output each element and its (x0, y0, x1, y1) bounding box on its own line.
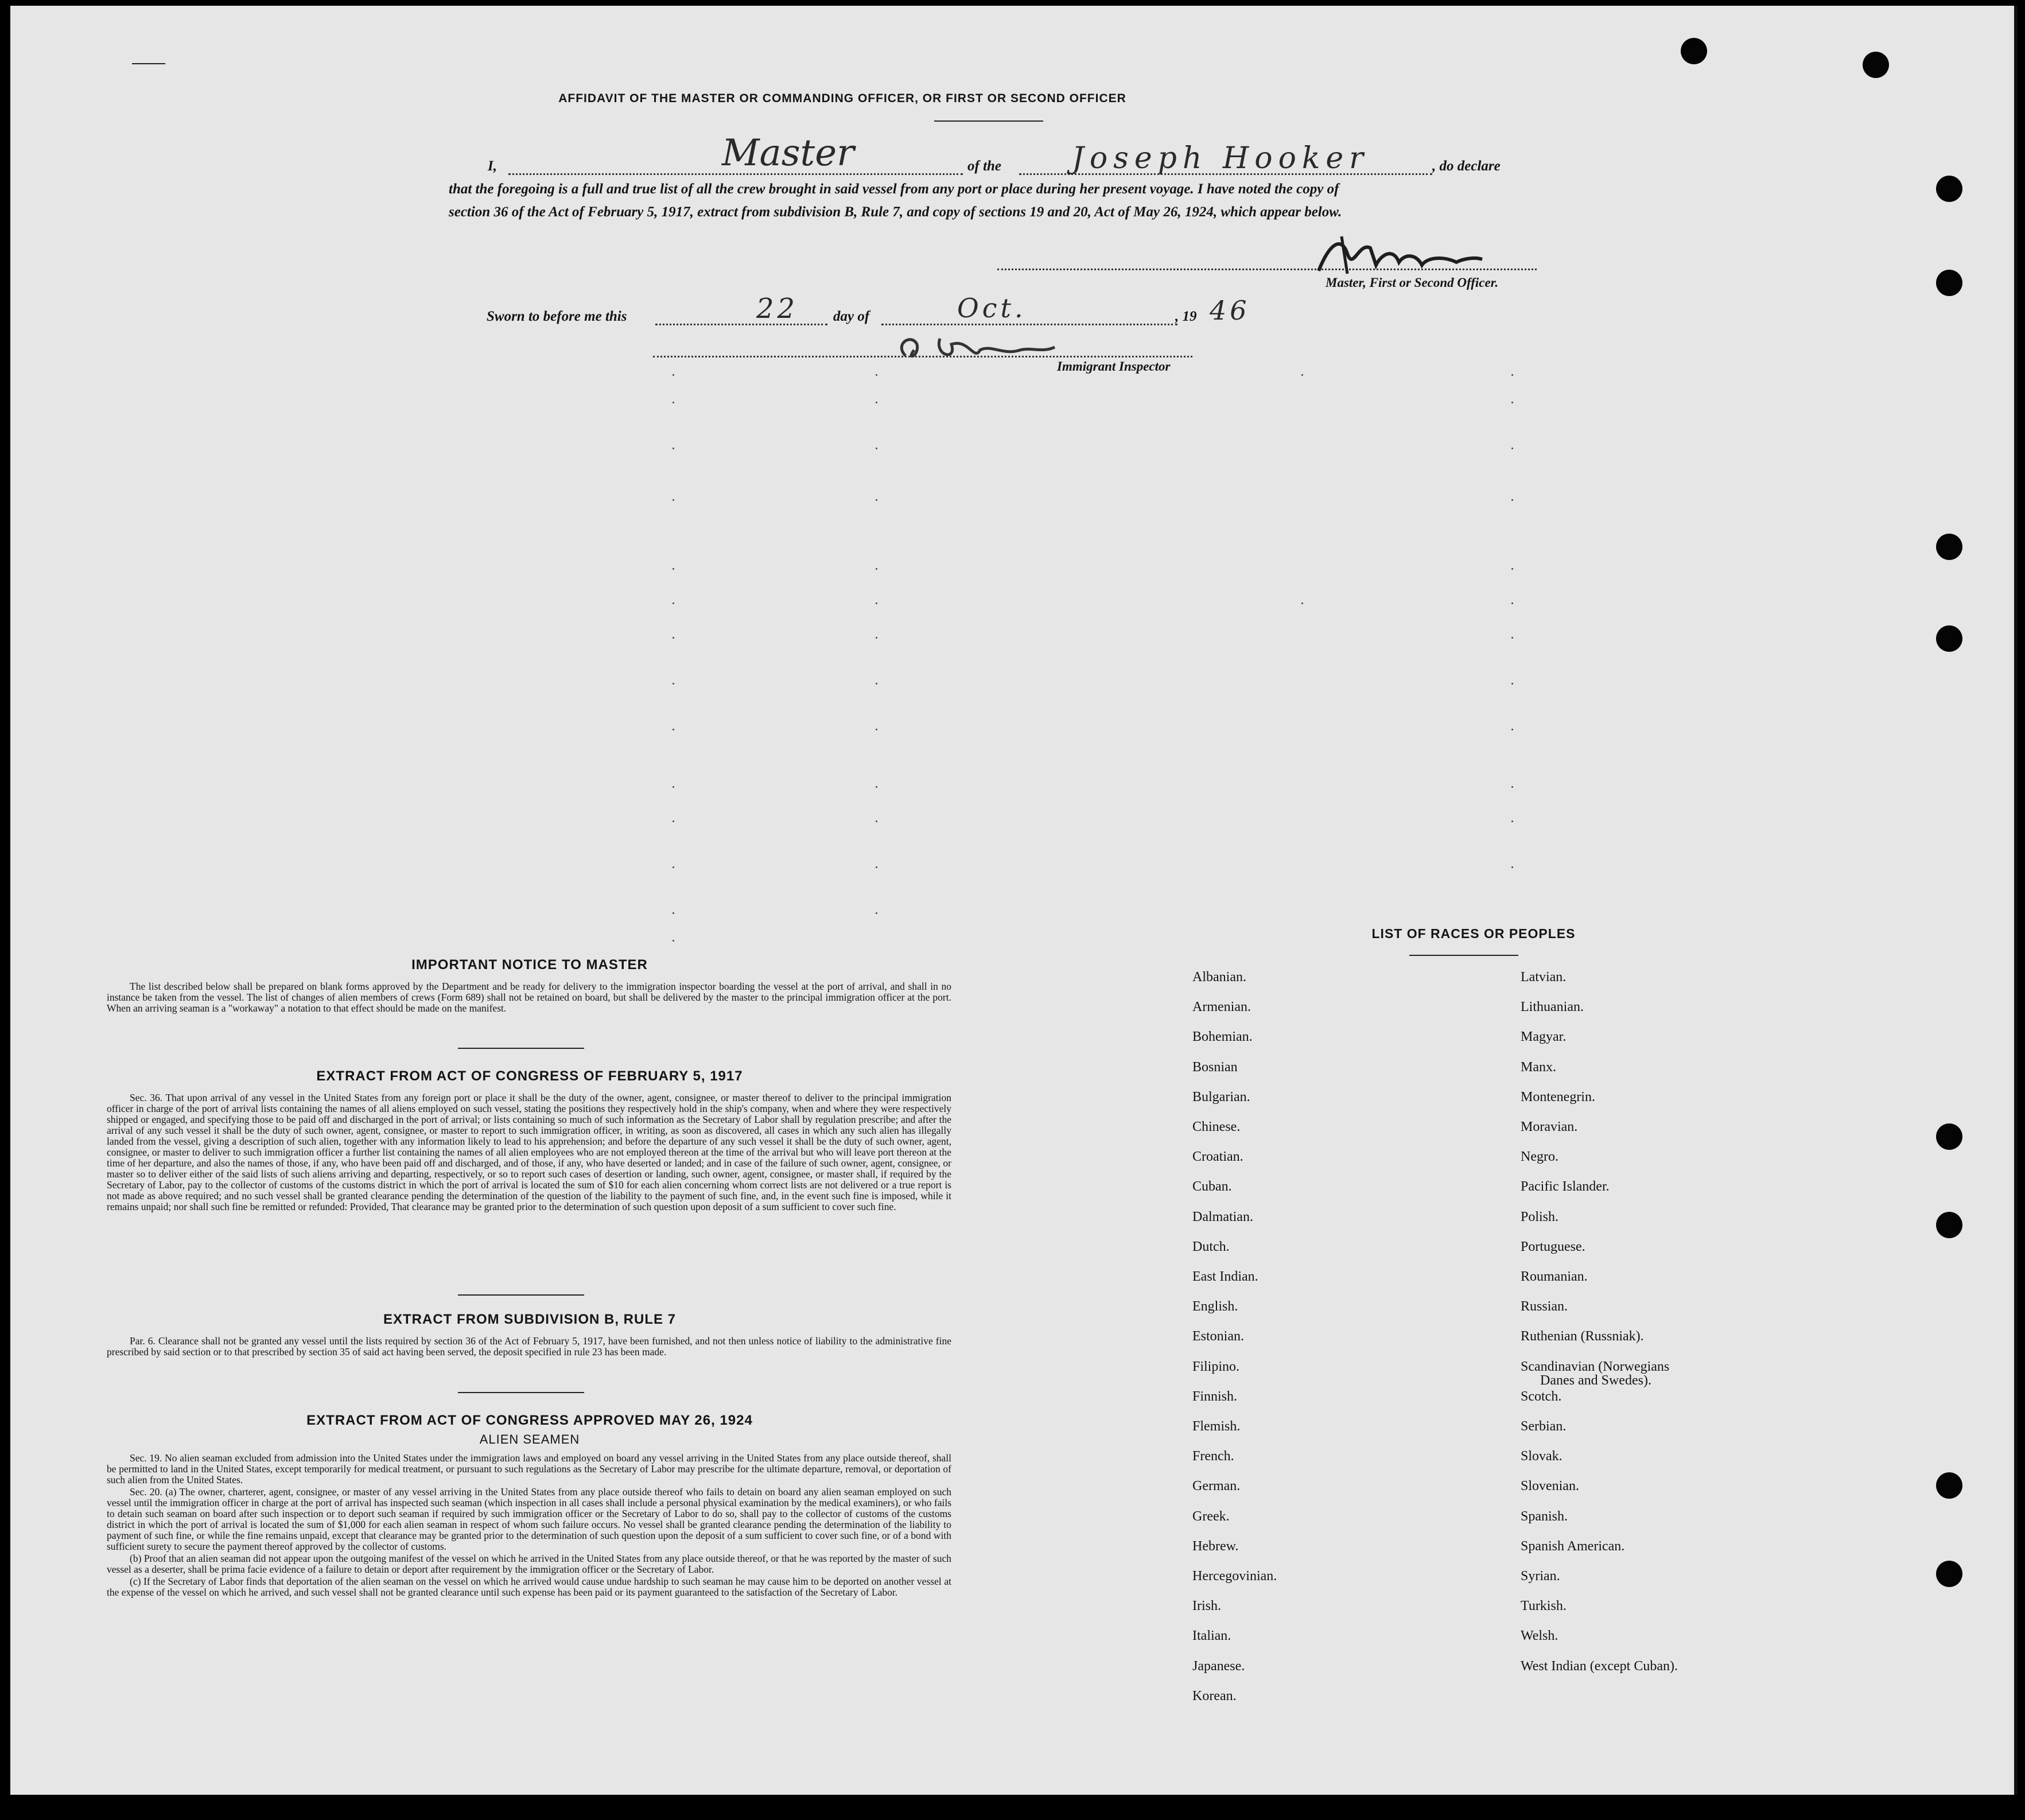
punch-hole (1936, 1123, 1962, 1150)
race-item: Estonian. (1192, 1329, 1244, 1344)
notice-paragraph: The list described below shall be prepared on blank forms approved by the Department and be ready for delivery to the immigration inspector boarding the vessel at the port of arrival, and shall in no instance be taken from the vessel. The list of changes of alien members of crews (Form 689) shall not be retained on board, but shall be delivered by the master to the principal immigration officer at the port. When an arriving seaman is a "workaway" a notation to that effect should be made on the manifest. (107, 981, 951, 1014)
race-item: Slovenian. (1521, 1479, 1579, 1494)
punch-hole (1936, 1212, 1962, 1238)
race-item: Scotch. (1521, 1389, 1562, 1404)
race-item: Ruthenian (Russniak). (1521, 1329, 1644, 1344)
extract-1917-body (107, 1092, 951, 1214)
race-item: Negro. (1521, 1149, 1558, 1165)
affidavit-title: AFFIDAVIT OF THE MASTER OR COMMANDING OFFICER, OR FIRST OR SECOND OFFICER (558, 92, 1126, 105)
month-dotline (881, 324, 1177, 325)
race-item: Slovak. (1521, 1449, 1563, 1464)
races-title: LIST OF RACES OR PEOPLES (1371, 926, 1576, 941)
section-divider (458, 1048, 584, 1049)
race-item: German. (1192, 1479, 1241, 1494)
title-underline (934, 120, 1043, 122)
do-declare-label: , do declare (1432, 158, 1501, 174)
inspector-signature (888, 327, 1072, 370)
race-item: French. (1192, 1449, 1234, 1464)
race-item: Turkish. (1521, 1599, 1567, 1614)
punch-hole (1681, 38, 1707, 64)
handwritten-year: 46 (1210, 295, 1250, 326)
extract-1917-title: EXTRACT FROM ACT OF CONGRESS OF FEBRUARY 5, 1917 (316, 1068, 743, 1084)
declaration-line-1: that the foregoing is a full and true list of all the crew brought in said vessel from any port or place during her present voyage. I have noted the copy of (449, 181, 1339, 197)
race-item: English. (1192, 1299, 1238, 1315)
race-item: Welsh. (1521, 1628, 1558, 1644)
race-item: Portuguese. (1521, 1239, 1585, 1254)
race-item: Lithuanian. (1521, 1000, 1584, 1015)
race-item: Greek. (1192, 1508, 1230, 1524)
day-dotline (655, 324, 827, 325)
extract-1924-body (107, 1453, 951, 1599)
race-item: Roumanian. (1521, 1269, 1588, 1284)
margin-mark (132, 63, 165, 64)
race-item: Montenegrin. (1521, 1089, 1595, 1105)
race-item: Bohemian. (1192, 1029, 1253, 1045)
punch-hole (1863, 52, 1889, 78)
race-item: Spanish American. (1521, 1538, 1625, 1554)
handwritten-month: Oct. (957, 293, 1027, 324)
race-item: Filipino. (1192, 1359, 1240, 1374)
punch-hole (1936, 270, 1962, 296)
race-item: Bulgarian. (1192, 1089, 1250, 1105)
races-title-underline (1409, 955, 1518, 956)
par6-paragraph: Par. 6. Clearance shall not be granted any vessel until the lists required by section 36 of the Act of February 5, 1917, have been furnished, and not then unless notice of liability to the administrative fine prescribed by said section or to that prescribed by section 35 of said act having been served, the deposit specified in rule 23 has been made. (107, 1335, 951, 1358)
declaration-line-2: section 36 of the Act of February 5, 1917, extract from subdivision B, Rule 7, and copy of sections 19 and 20, Act of May 26, 1924, which appear below. (449, 204, 1342, 220)
race-item: Latvian. (1521, 970, 1567, 985)
race-item: Hercegovinian. (1192, 1569, 1277, 1584)
race-item: Croatian. (1192, 1149, 1243, 1165)
race-item: Syrian. (1521, 1569, 1560, 1584)
race-item: Pacific Islander. (1521, 1179, 1610, 1195)
race-item: Bosnian (1192, 1059, 1238, 1075)
document-page (10, 6, 2018, 1795)
notice-title: IMPORTANT NOTICE TO MASTER (411, 957, 648, 973)
race-item: Flemish. (1192, 1419, 1241, 1434)
sworn-label: Sworn to before me this (487, 309, 627, 324)
punch-hole (1936, 625, 1962, 652)
inspector-caption: Immigrant Inspector (1057, 359, 1171, 374)
race-item: Irish. (1192, 1599, 1221, 1614)
sec20a-paragraph: Sec. 20. (a) The owner, charterer, agent, consignee, or master of any vessel arriving in the United States from any place outside thereof who fails to detain on board any alien seaman employed on such vessel until the immigration officer in charge at the port of arrival has inspected such seaman (which inspection in all cases shall include a personal physical examination by the medical examiners), or who fails to detain such seaman on board after such inspection or to deport such seaman if required by such immigration officer or the Secretary of Labor to do so, shall pay to the collector of customs of the customs district in which the port of arrival is located the sum of $1,000 for each alien seaman in respect of whom such failure occurs. No vessel shall be granted clearance pending the determination of the liability to payment of such fine, or while the fine remains unpaid, except that clearance may be granted prior to the determination of such question upon the deposit of a sum sufficient to cover such fine, or of a bond with sufficient surety to secure the payment thereof approved by the collector of customs. (107, 1486, 951, 1552)
handwritten-day: 22 (756, 293, 799, 325)
race-item: East Indian. (1192, 1269, 1258, 1284)
sec20c-paragraph: (c) If the Secretary of Labor finds that deportation of the alien seaman on the vessel on which he arrived would cause undue hardship to such seaman he may cause him to be deported on another vessel at the expense of the vessel on which he arrived, and such vessel shall not be granted clearance until such expense has been paid or its payment guaranteed to the satisfaction of the Secretary of Labor. (107, 1576, 951, 1598)
of-the-label: of the (967, 158, 1002, 174)
race-item: Dalmatian. (1192, 1209, 1253, 1224)
race-item: West Indian (except Cuban). (1521, 1658, 1678, 1674)
race-item: Manx. (1521, 1059, 1556, 1075)
day-of-label: day of (833, 309, 870, 324)
race-item: Chinese. (1192, 1119, 1241, 1134)
sec20b-paragraph: (b) Proof that an alien seaman did not appear upon the outgoing manifest of the vessel on which he arrived in the United States from any place outside thereof, or that he was reported by the master of such vessel as a deserter, shall be prima facie evidence of a failure to detain or deport after requirement by the immigration officer or the Secretary of Labor. (107, 1553, 951, 1575)
race-item: Hebrew. (1192, 1538, 1239, 1554)
signature-caption: Master, First or Second Officer. (1326, 275, 1499, 290)
race-item: Moravian. (1521, 1119, 1578, 1134)
race-item: Armenian. (1192, 1000, 1251, 1015)
section-divider (458, 1392, 584, 1393)
punch-hole (1936, 1561, 1962, 1587)
race-item: Dutch. (1192, 1239, 1230, 1254)
extract-1924-title: EXTRACT FROM ACT OF CONGRESS APPROVED MAY 26, 1924 (306, 1413, 753, 1428)
handwritten-rank: Master (722, 132, 854, 174)
race-item: Japanese. (1192, 1658, 1245, 1674)
sec36-paragraph: Sec. 36. That upon arrival of any vessel in the United States from any foreign port or place it shall be the duty of the owner, agent, consignee, or master thereof to deliver to the principal immigration officer in charge of the port of arrival lists containing the names of all aliens employed on such vessel, stating the positions they respectively hold in the ship's company, when and where they were respectively shipped or engaged, and specifying those to be paid off and discharged in the port of arrival; or lists containing so much of such information as the Secretary of Labor shall by regulation prescribe; and after the arrival of any such vessel it shall be the duty of such owner, agent, consignee, or master to report to such immigration officer, in writing, as soon as discovered, all cases in which any such alien has illegally landed from the vessel, giving a description of such alien, together with any information likely to lead to his apprehension; and before the departure of any such vessel it shall be the duty of such owner, agent, consignee, or master to deliver to such immigration officer a further list containing the names of all alien employees who are not employed thereon at the time of the arrival but who will leave port thereon at the time of her departure, and also the names of those, if any, who have been paid off and discharged, and of those, if any, who have deserted or landed; and in case of the failure of such owner, agent, consignee, or master so to deliver either of the said lists of such aliens arriving and departing, respectively, or so to report such cases of desertion or landing, such owner, agent, consignee, or master shall, if required by the Secretary of Labor, pay to the collector of customs of the customs district in which the port of arrival is located the sum of $10 for each alien concerning whom correct lists are not delivered or a true report is not made as above required; and no such vessel shall be granted clearance pending the determination of the question of the liability to the payment of such fine, and, in the event such fine is imposed, while it remains unpaid; nor shall such fine be remitted or refunded: Provided, That clearance may be granted prior to the determination of such question upon deposit of a sum sufficient to cover such fine. (107, 1092, 951, 1212)
race-item: Polish. (1521, 1209, 1559, 1224)
race-item: Italian. (1192, 1628, 1231, 1644)
notice-body (107, 981, 951, 1015)
race-item: Magyar. (1521, 1029, 1567, 1045)
race-item: Albanian. (1192, 970, 1246, 985)
sec19-paragraph: Sec. 19. No alien seaman excluded from admission into the United States under the immigration laws and employed on board any vessel arriving in the United States from any place outside thereof, shall be permitted to land in the United States, except temporarily for medical treatment, or pursuant to such regulations as the Secretary of Labor may prescribe for the ultimate departure, removal, or deportation of such alien from the United States. (107, 1452, 951, 1485)
handwritten-vessel: Joseph Hooker (1072, 141, 1370, 176)
punch-hole (1936, 176, 1962, 202)
race-item: Korean. (1192, 1688, 1237, 1704)
rule7-title: EXTRACT FROM SUBDIVISION B, RULE 7 (383, 1312, 677, 1327)
race-item: Finnish. (1192, 1389, 1238, 1404)
punch-hole (1936, 534, 1962, 560)
section-divider (458, 1294, 584, 1296)
race-item: Serbian. (1521, 1419, 1567, 1434)
race-item: Danes and Swedes). (1540, 1372, 1651, 1388)
race-item: Cuban. (1192, 1179, 1232, 1195)
year-prefix: , 19 (1175, 309, 1197, 324)
race-item: Spanish. (1521, 1508, 1568, 1524)
extract-1924-subtitle: ALIEN SEAMEN (479, 1432, 580, 1446)
race-item: Russian. (1521, 1299, 1568, 1315)
rule7-body (107, 1336, 951, 1359)
race-item: Scandinavian (Norwegians (1521, 1359, 1670, 1374)
declarant-label: I, (488, 158, 497, 174)
punch-hole (1936, 1472, 1962, 1499)
